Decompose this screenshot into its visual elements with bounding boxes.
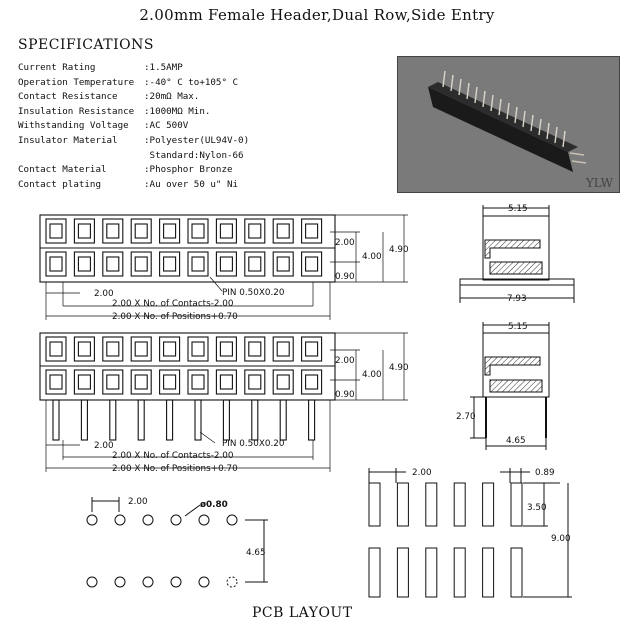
- dim-pad-total: 9.00: [551, 534, 571, 544]
- front-view-mid: [40, 333, 335, 440]
- contact-opening: [135, 257, 147, 271]
- spec-key: Contact plating: [18, 178, 101, 190]
- spec-key: Current Rating: [18, 62, 96, 73]
- pin: [138, 400, 144, 440]
- spec-value: :20mΩ Max.: [144, 91, 200, 103]
- contact-cell: [46, 252, 66, 276]
- contact-opening: [164, 224, 176, 238]
- dim-pitch: 2.00: [94, 289, 114, 299]
- pcb-hole: [199, 515, 209, 525]
- contact-cell: [131, 219, 151, 243]
- contact-opening: [192, 342, 204, 356]
- dim-hole-pitch: 2.00: [128, 497, 148, 507]
- contact-cell: [74, 219, 94, 243]
- contact-cell: [245, 370, 265, 394]
- contact-cell: [46, 337, 66, 361]
- dim-row-pitch: 2.00: [335, 356, 355, 366]
- dim-positions: 2.00 X No. of Positions+0.70: [112, 312, 238, 322]
- contact-opening: [277, 375, 289, 389]
- pcb-pad: [426, 548, 437, 597]
- dim-side-width: 5.15: [508, 204, 528, 214]
- contact-opening: [107, 257, 119, 271]
- pcb-pad: [369, 548, 380, 597]
- contact-cell: [46, 370, 66, 394]
- dim-total-height: 4.90: [389, 363, 409, 373]
- side-view-mid: [470, 322, 549, 450]
- contact-cell: [188, 337, 208, 361]
- contact-opening: [107, 224, 119, 238]
- contact-opening: [249, 342, 261, 356]
- contact-opening: [220, 224, 232, 238]
- contact-opening: [306, 375, 318, 389]
- pcb-hole: [227, 515, 237, 525]
- spec-value: :1000MΩ Min.: [144, 105, 211, 117]
- pcb-hole: [143, 577, 153, 587]
- contact-opening: [164, 257, 176, 271]
- contact-opening: [135, 375, 147, 389]
- contact-cell: [103, 252, 123, 276]
- contact-cell: [188, 252, 208, 276]
- contact-cell: [74, 370, 94, 394]
- contact-opening: [135, 342, 147, 356]
- contact-cell: [188, 219, 208, 243]
- dim-leg-length: 2.70: [456, 412, 476, 422]
- pcb-pad: [483, 483, 494, 526]
- contact-opening: [249, 375, 261, 389]
- contact-opening: [135, 224, 147, 238]
- dim-side-width: 5.15: [508, 322, 528, 332]
- spec-value: Standard:Nylon-66: [144, 149, 244, 161]
- pcb-pad: [369, 483, 380, 526]
- contact-opening: [306, 342, 318, 356]
- contact-cell: [302, 337, 322, 361]
- contact-cell: [216, 337, 236, 361]
- contact-cell: [245, 252, 265, 276]
- contact-opening: [192, 257, 204, 271]
- dim-pin-size: PIN 0.50X0.20: [222, 288, 285, 298]
- spec-value: :Phosphor Bronze: [144, 164, 233, 176]
- contact-cell: [74, 337, 94, 361]
- pcb-pad: [511, 548, 522, 597]
- contact-cell: [160, 337, 180, 361]
- pcb-hole: [143, 515, 153, 525]
- pin: [195, 400, 201, 440]
- contact-cell: [216, 219, 236, 243]
- specifications-heading: SPECIFICATIONS: [18, 37, 154, 53]
- contact-opening: [78, 224, 90, 238]
- contact-cell: [216, 252, 236, 276]
- contact-opening: [50, 257, 62, 271]
- pcb-hole: [171, 515, 181, 525]
- pcb-hole-layout: [87, 497, 268, 587]
- contact-cell: [103, 219, 123, 243]
- dim-pad-width: 0.89: [535, 468, 555, 478]
- spec-key: Insulation Resistance: [18, 105, 135, 117]
- pin: [167, 400, 173, 440]
- spec-value: :AC 500V: [144, 120, 189, 132]
- contact-cell: [131, 370, 151, 394]
- dim-total-height: 4.90: [389, 245, 409, 255]
- contact-cell: [74, 252, 94, 276]
- contact-opening: [220, 375, 232, 389]
- spec-key: Contact Resistance: [18, 91, 118, 103]
- pcb-hole: [115, 515, 125, 525]
- dim-pad-pitch: 2.00: [412, 468, 432, 478]
- dim-leg-spacing: 4.65: [506, 436, 526, 446]
- dim-contacts: 2.00 X No. of Contacts-2.00: [112, 451, 234, 461]
- contact-opening: [220, 342, 232, 356]
- pcb-pad: [397, 548, 408, 597]
- front-view-top: [40, 215, 335, 282]
- pin: [53, 400, 59, 440]
- contact-cell: [245, 219, 265, 243]
- pcb-layout-title: PCB LAYOUT: [252, 605, 353, 621]
- contact-cell: [46, 219, 66, 243]
- pcb-pad: [426, 483, 437, 526]
- dim-row-pitch: 2.00: [335, 238, 355, 248]
- contact-cell: [302, 252, 322, 276]
- spec-key: Contact Material: [18, 164, 107, 176]
- dim-contacts: 2.00 X No. of Contacts-2.00: [112, 299, 234, 309]
- pin: [223, 400, 229, 440]
- contact-opening: [306, 257, 318, 271]
- contact-opening: [107, 342, 119, 356]
- contact-cell: [245, 337, 265, 361]
- contact-cell: [273, 252, 293, 276]
- contact-opening: [78, 375, 90, 389]
- contact-cell: [131, 337, 151, 361]
- pcb-hole: [87, 515, 97, 525]
- dim-side-base: 7.93: [507, 294, 527, 304]
- pin: [280, 400, 286, 440]
- spec-value: :1.5AMP: [144, 62, 183, 73]
- pcb-pad: [483, 548, 494, 597]
- contact-opening: [164, 342, 176, 356]
- dim-inner-height: 4.00: [362, 370, 382, 380]
- contact-opening: [277, 257, 289, 271]
- contact-cell: [216, 370, 236, 394]
- pcb-hole: [227, 577, 237, 587]
- dim-base-height: 0.90: [335, 390, 355, 400]
- dim-pitch: 2.00: [94, 441, 114, 451]
- spec-value: :Polyester(UL94V-0): [144, 134, 250, 146]
- contact-cell: [188, 370, 208, 394]
- contact-opening: [192, 224, 204, 238]
- contact-cell: [160, 252, 180, 276]
- contact-opening: [220, 257, 232, 271]
- contact-opening: [50, 375, 62, 389]
- pin: [309, 400, 315, 440]
- contact-cell: [131, 252, 151, 276]
- contact-cell: [302, 370, 322, 394]
- contact-cell: [103, 370, 123, 394]
- contact-opening: [107, 375, 119, 389]
- dim-positions: 2.00 X No. of Positions+0.70: [112, 464, 238, 474]
- watermark-text: YLW: [585, 176, 613, 190]
- contact-opening: [50, 224, 62, 238]
- pin: [252, 400, 258, 440]
- contact-opening: [277, 342, 289, 356]
- contact-cell: [273, 337, 293, 361]
- contact-opening: [164, 375, 176, 389]
- pcb-hole: [199, 577, 209, 587]
- pin: [110, 400, 116, 440]
- pcb-hole: [171, 577, 181, 587]
- pin: [81, 400, 87, 440]
- contact-cell: [160, 370, 180, 394]
- contact-cell: [103, 337, 123, 361]
- dim-pin-size: PIN 0.50X0.20: [222, 439, 285, 449]
- contact-opening: [50, 342, 62, 356]
- contact-opening: [249, 224, 261, 238]
- dim-base-height: 0.90: [335, 272, 355, 282]
- contact-cell: [160, 219, 180, 243]
- dim-hole-diameter: ø0.80: [200, 500, 228, 510]
- contact-cell: [302, 219, 322, 243]
- spec-key: Operation Temperature: [18, 76, 135, 88]
- contact-opening: [277, 224, 289, 238]
- contact-opening: [78, 257, 90, 271]
- dim-row-spacing: 4.65: [246, 548, 266, 558]
- contact-cell: [273, 370, 293, 394]
- contact-opening: [192, 375, 204, 389]
- dim-pad-length: 3.50: [527, 503, 547, 513]
- pcb-hole: [87, 577, 97, 587]
- contact-opening: [306, 224, 318, 238]
- pcb-pad-layout: [369, 468, 572, 597]
- page-title: 2.00mm Female Header,Dual Row,Side Entry: [139, 6, 495, 24]
- spec-value: :-40° C to+105° C: [144, 76, 239, 88]
- contact-opening: [78, 342, 90, 356]
- pcb-pad: [511, 483, 522, 526]
- pcb-pad: [454, 483, 465, 526]
- spec-key: Insulator Material: [18, 134, 118, 146]
- contact-opening: [249, 257, 261, 271]
- pcb-pad: [397, 483, 408, 526]
- contact-cell: [273, 219, 293, 243]
- spec-key: Withstanding Voltage: [18, 120, 129, 132]
- spec-value: :Au over 50 u" Ni: [144, 178, 239, 190]
- side-view-top: [460, 205, 574, 303]
- dim-inner-height: 4.00: [362, 252, 382, 262]
- pcb-hole: [115, 577, 125, 587]
- pcb-pad: [454, 548, 465, 597]
